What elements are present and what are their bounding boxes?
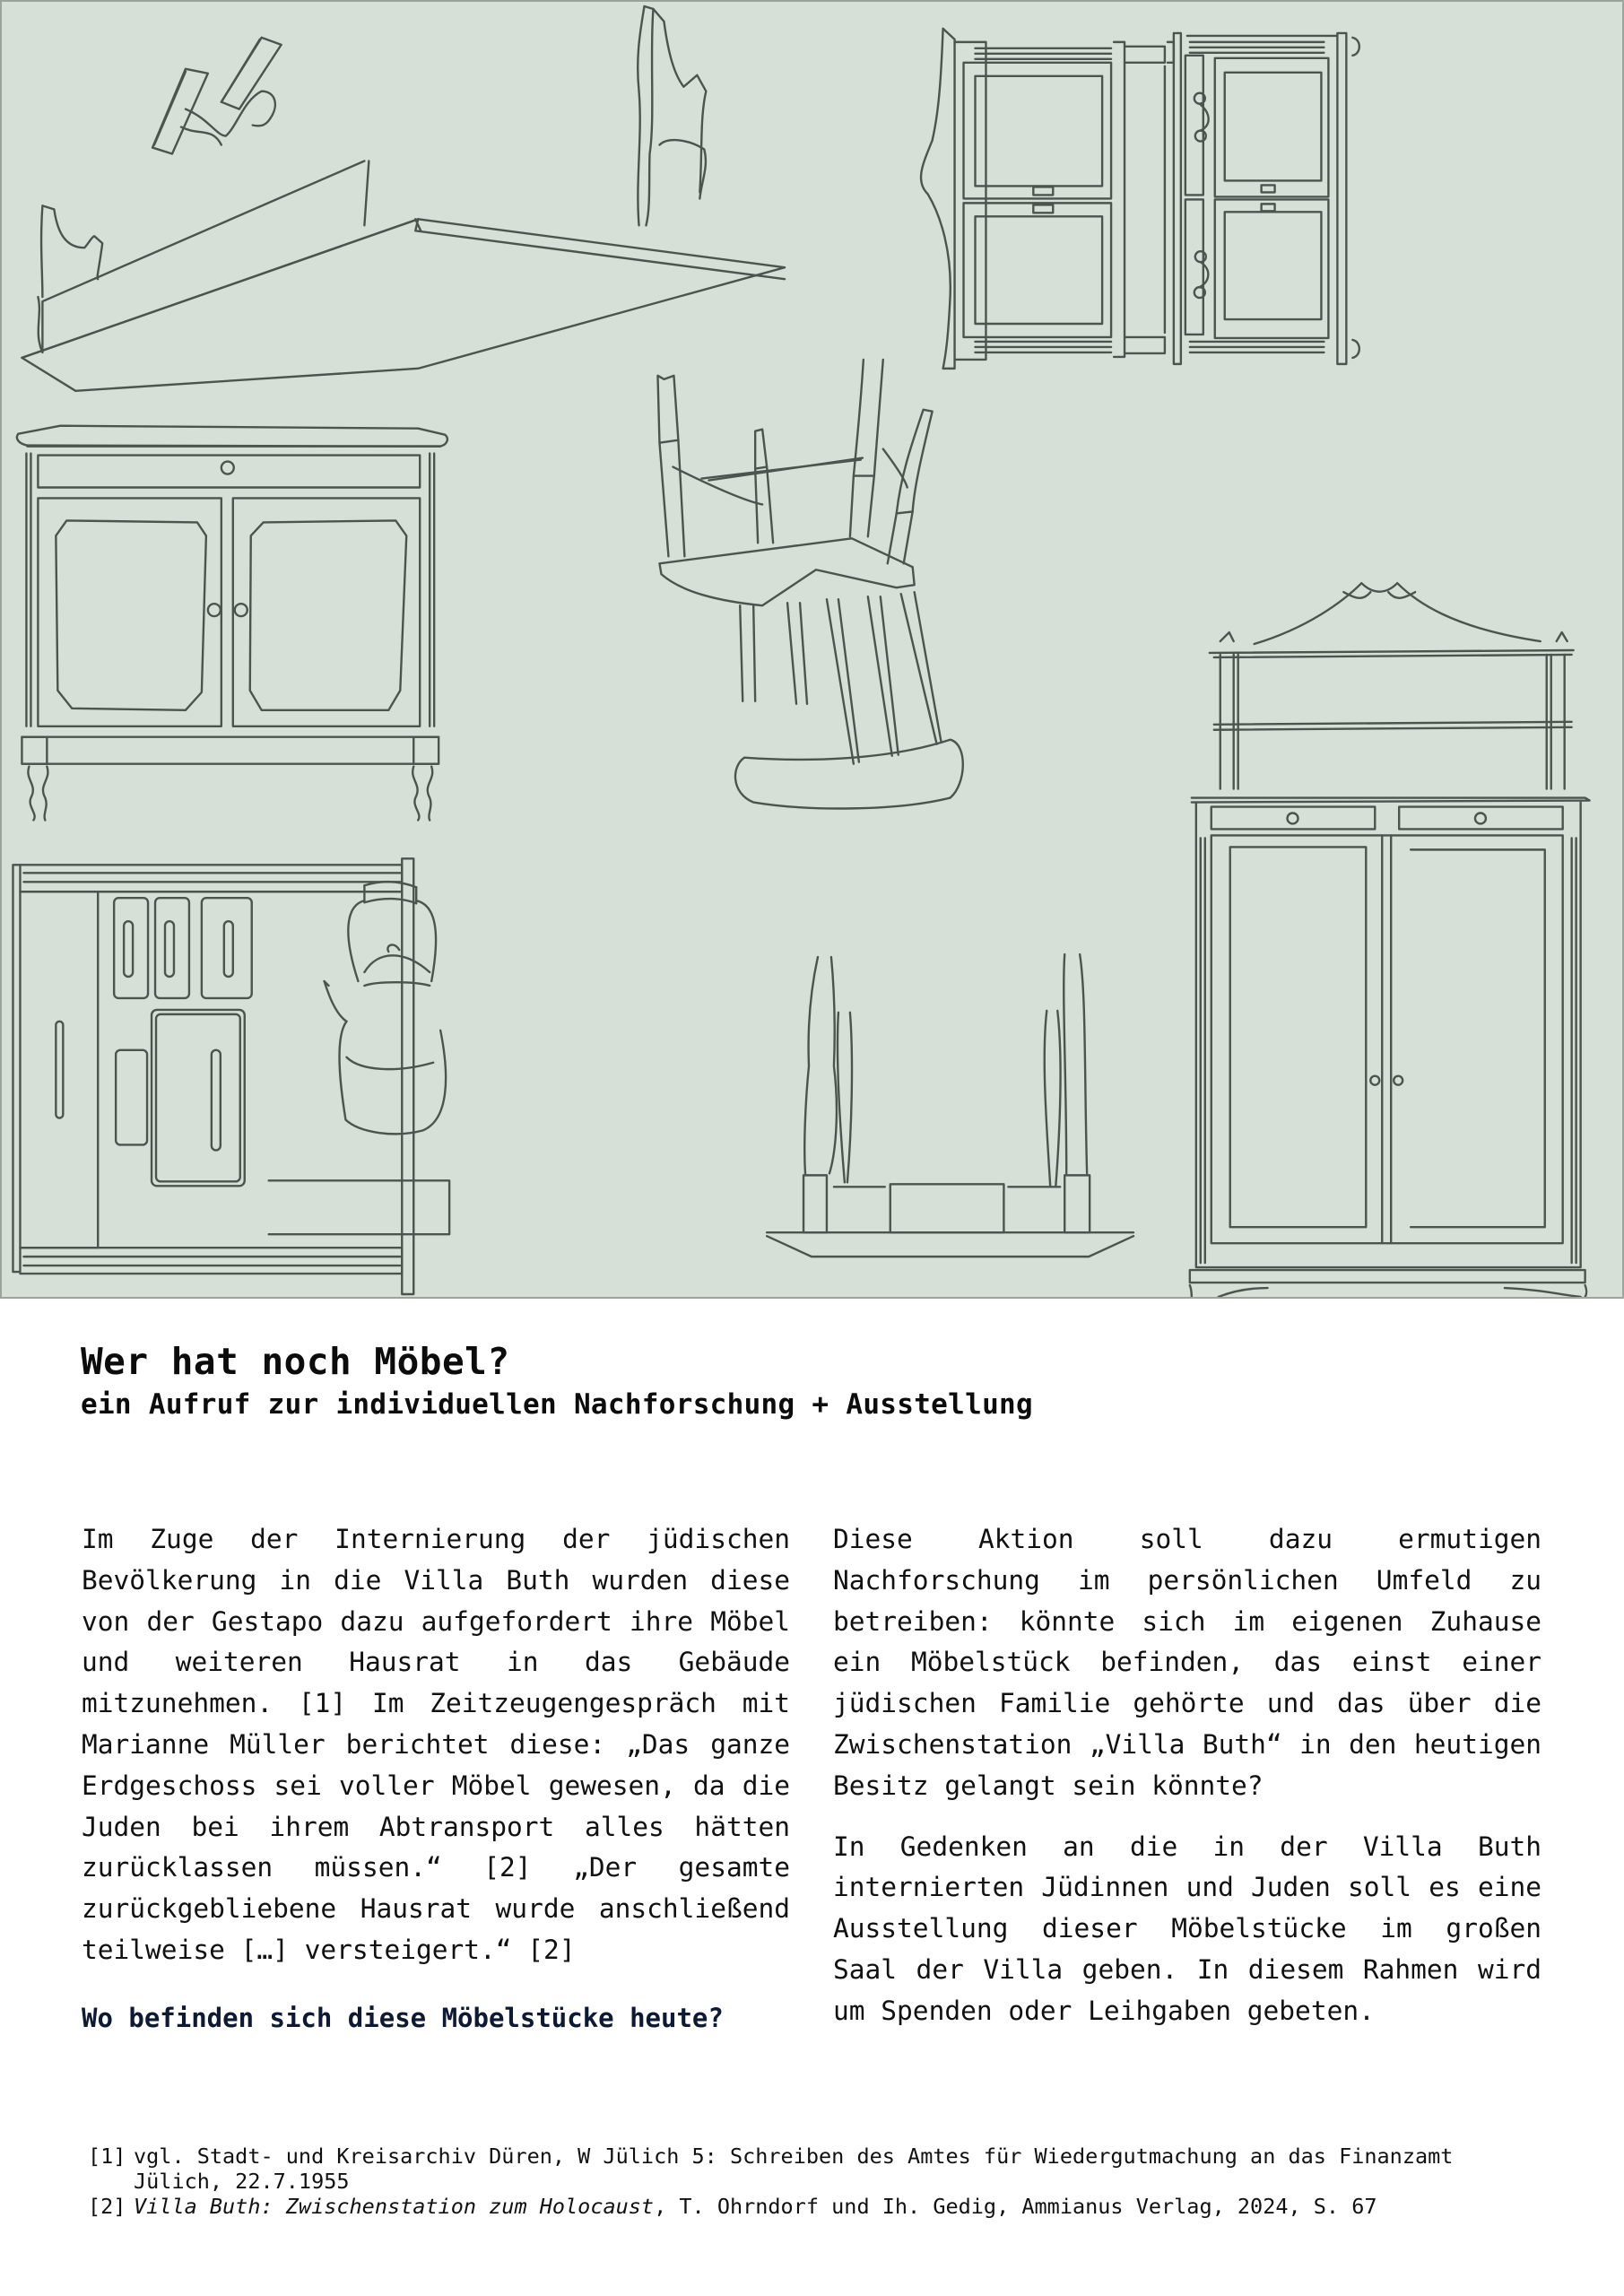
stool-tray-drawing: [767, 954, 1133, 1257]
left-column: [82, 1519, 790, 2059]
intro-paragraph: Im Zuge der Internierung der jüdischen Bevölkerung in die Villa Buth wurden diese von der Gestapo dazu aufgefordert ihre Möbel und weiteren Hausrat in das Gebäude mitzunehmen. [1] Im Zeitzeugengespräch mit Marianne Müller berichtet diese: „Das ganze Erdgeschoss sei voller Möbel gewesen, da die Juden bei ihrem Abtransport alles hätten zurücklassen müssen.“ [2] „Der gesamte zurückgebliebene Hausrat wurde anschließend teilweise […] versteigert.“ [2]: [82, 1524, 790, 1965]
page-title: Wer hat noch Möbel?: [81, 1340, 510, 1383]
kitchen-stove-drawing: [13, 858, 449, 1294]
buffet-cabinet-drawing: [1190, 583, 1590, 1297]
kettle-drawing: [325, 882, 447, 1134]
action-paragraph: Diese Aktion soll dazu ermutigen Nachforschung im persönlichen Umfeld zu betreiben: könnte sich im eigenen Zuhause ein Möbelstück befinden, das einst einer jüdischen Familie gehörte und das über die Zwischenstation „Villa Buth“ in den heutigen Besitz gelangt sein könnte?: [833, 1524, 1541, 1801]
wardrobe-drawing: [921, 29, 1359, 369]
wall-shelf-drawing: [22, 6, 785, 391]
footnote-marker: [2]: [88, 2194, 126, 2219]
footnote-marker: [1]: [88, 2144, 126, 2169]
footnote-title: Villa Buth: Zwischenstation zum Holocaust: [134, 2194, 655, 2219]
footnote-text: [134, 2144, 1487, 2194]
question-heading: Wo befinden sich diese Möbelstücke heute?: [82, 2002, 724, 2033]
clamps-drawing: [152, 38, 282, 154]
footnote-body: vgl. Stadt- und Kreisarchiv Düren, W Jülich 5: Schreiben des Amtes für Wiedergutmachung an das Finanzamt Jülich, 22.7.1955: [134, 2144, 1454, 2194]
footnote-1: [88, 2144, 1487, 2194]
page-subtitle: ein Aufruf zur individuellen Nachforschung + Ausstellung: [81, 1388, 1033, 1421]
footnote-2: [88, 2194, 1487, 2219]
sideboard-drawing: [17, 426, 447, 821]
footnote-text: [134, 2194, 1487, 2219]
chair-drawing: [657, 360, 962, 809]
exhibition-paragraph: In Gedenken an die in der Villa Buth internierten Jüdinnen und Juden soll es eine Ausstellung dieser Möbelstücke im großen Saal der Villa geben. In diesem Rahmen wird um Spenden oder Leihgaben gebeten.: [833, 1831, 1541, 2026]
furniture-line-drawing: [2, 2, 1622, 1297]
right-column: [833, 1519, 1541, 2052]
footnote-body: , T. Ohrndorf und Ih. Gedig, Ammianus Verlag, 2024, S. 67: [654, 2194, 1377, 2219]
footnotes: [88, 2144, 1487, 2219]
